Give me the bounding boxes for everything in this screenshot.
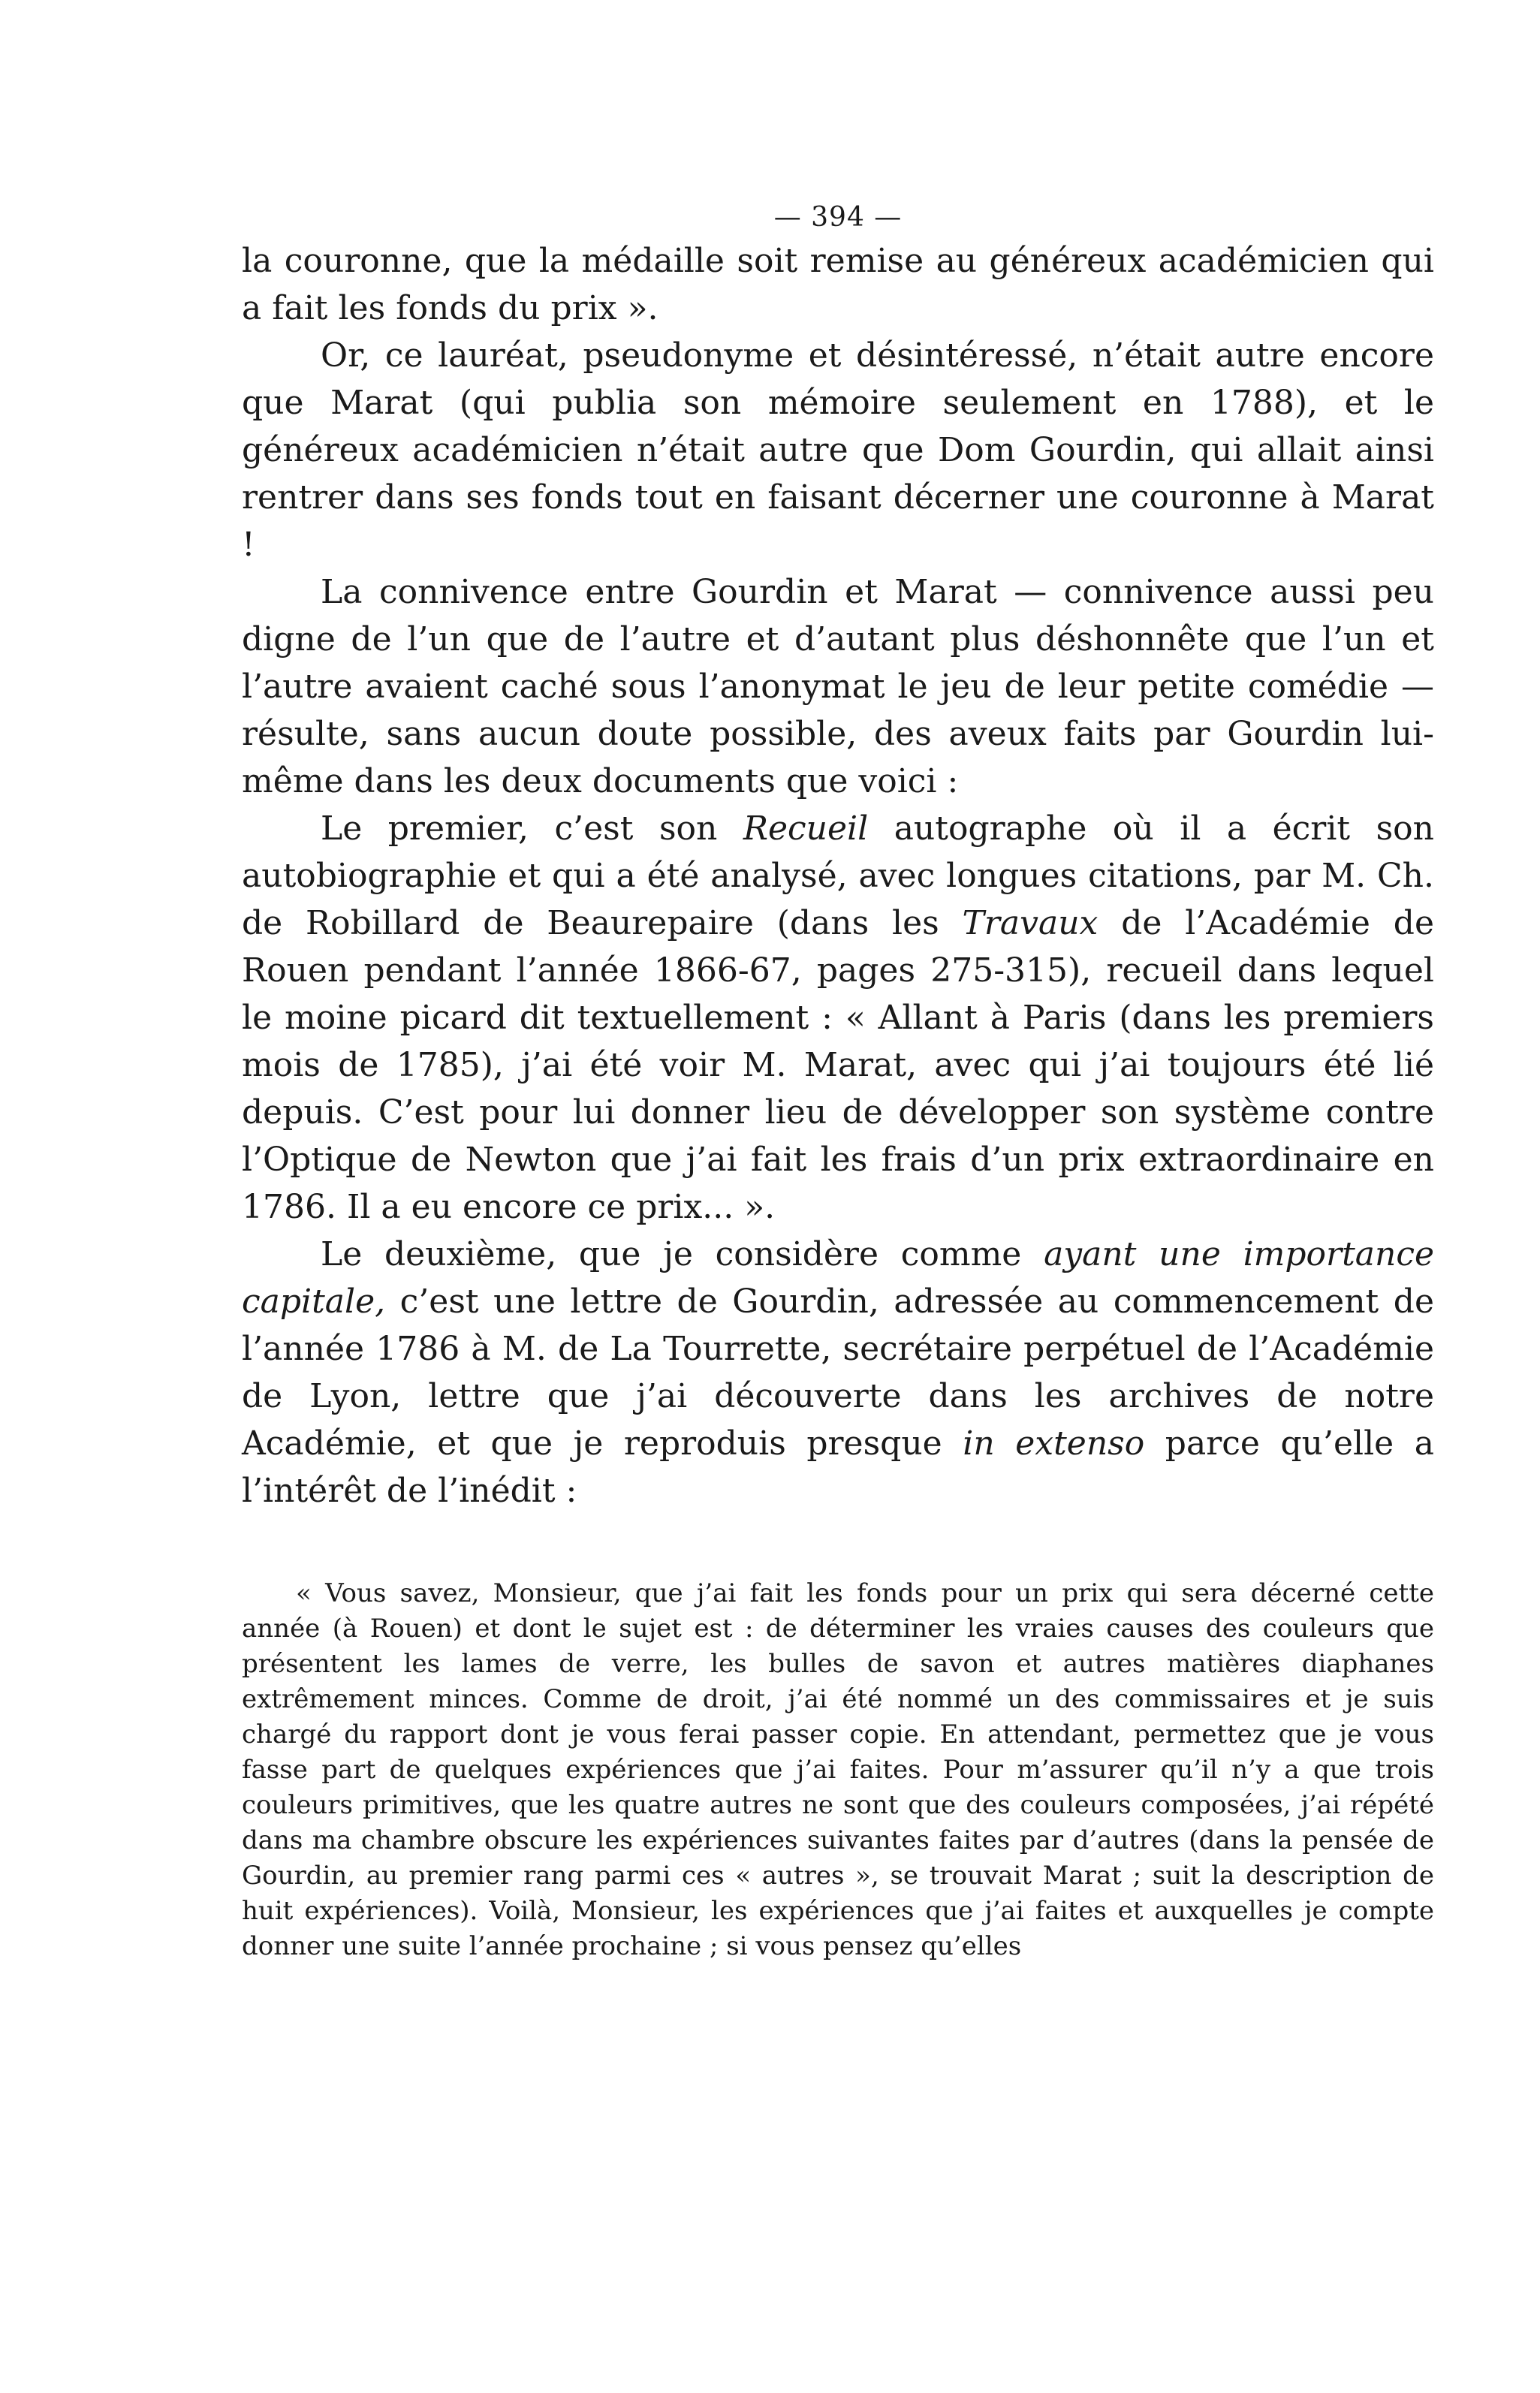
paragraph-5-text-c: parce qu’elle a l’intérêt de l’inédit : [242,1424,1434,1510]
paragraph-5-text-b: c’est une lettre de Gourdin, adressée au commencement de l’année 1786 à M. de La Tourrette, secrétaire perpétuel de l’Académie de Lyon, lettre que j’ai découverte dans les archives de notre Académie, et que je reproduis presque [242,1282,1434,1463]
page-number: — 394 — [773,202,903,233]
book-page [242,203,1434,1964]
paragraph-4-text-c: de l’Académie de Rouen pendant l’année 1866-67, pages 275-315), recueil dans lequel le moine picard dit textuellement : « Allant à Paris (dans les premiers mois de 1785), j’ai été voir M. Marat, avec qui j’ai toujours été lié depuis. C’est pour lui donner lieu de développer son système contre l’Optique de Newton que j’ai fait les frais d’un prix extraordinaire en 1786. Il a eu encore ce prix... ». [242,904,1434,1226]
paragraph-5 [242,1231,1434,1514]
paragraph-2: Or, ce lauréat, pseudonyme et désintéressé, n’était autre encore que Marat (qui publia son mémoire seulement en 1788), et le généreux académicien n’était autre que Dom Gourdin, qui allait ainsi rentrer dans ses fonds tout en faisant décerner une couronne à Marat ! [242,336,1434,564]
paragraph-5-italic-importance: ayant une importance capitale, [242,1235,1435,1321]
paragraph-4-text-a: Le premier, c’est son [321,809,743,848]
paragraph-3: La connivence entre Gourdin et Marat — connivence aussi peu digne de l’un que de l’autre et d’autant plus déshonnête que l’un et l’autre avaient caché sous l’anonymat le jeu de leur petite comédie — résulte, sans aucun doute possible, des aveux faits par Gourdin lui-même dans les deux documents que voici : [242,573,1434,800]
paragraph-4-italic-travaux: Travaux [962,904,1098,942]
paragraph-4-text-b: autographe où il a écrit son autobiographie et qui a été analysé, avec longues citations, par M. Ch. de Robillard de Beaurepaire (dans les [242,809,1434,942]
paragraph-1: la couronne, que la médaille soit remise au généreux académicien qui a fait les fonds du prix ». [242,242,1434,327]
paragraph-4 [242,805,1434,1231]
main-text [242,237,1434,1514]
paragraph-4-italic-recueil: Recueil [743,809,869,848]
paragraph-5-text-a: Le deuxième, que je considère comme [321,1235,1044,1273]
quoted-letter: « Vous savez, Monsieur, que j’ai fait les fonds pour un prix qui sera décerné cette année (à Rouen) et dont le sujet est : de déterminer les vraies causes des couleurs que présentent les lames de verre, les bulles de savon et autres matières diaphanes extrêmement minces. Comme de droit, j’ai été nommé un des commissaires et je suis chargé du rapport dont je vous ferai passer copie. En attendant, permettez que je vous fasse part de quelques expériences que j’ai faites. Pour m’assurer qu’il n’y a que trois couleurs primitives, que les quatre autres ne sont que des couleurs composées, j’ai répété dans ma chambre obscure les expériences suivantes faites par d’autres (dans la pensée de Gourdin, au premier rang parmi ces « autres », se trouvait Marat ; suit la description de huit expériences). Voilà, Monsieur, les expériences que j’ai faites et auxquelles je compte donner une suite l’année prochaine ; si vous pensez qu’elles [242,1578,1434,1961]
paragraph-5-italic-in-extenso: in extenso [963,1424,1145,1463]
